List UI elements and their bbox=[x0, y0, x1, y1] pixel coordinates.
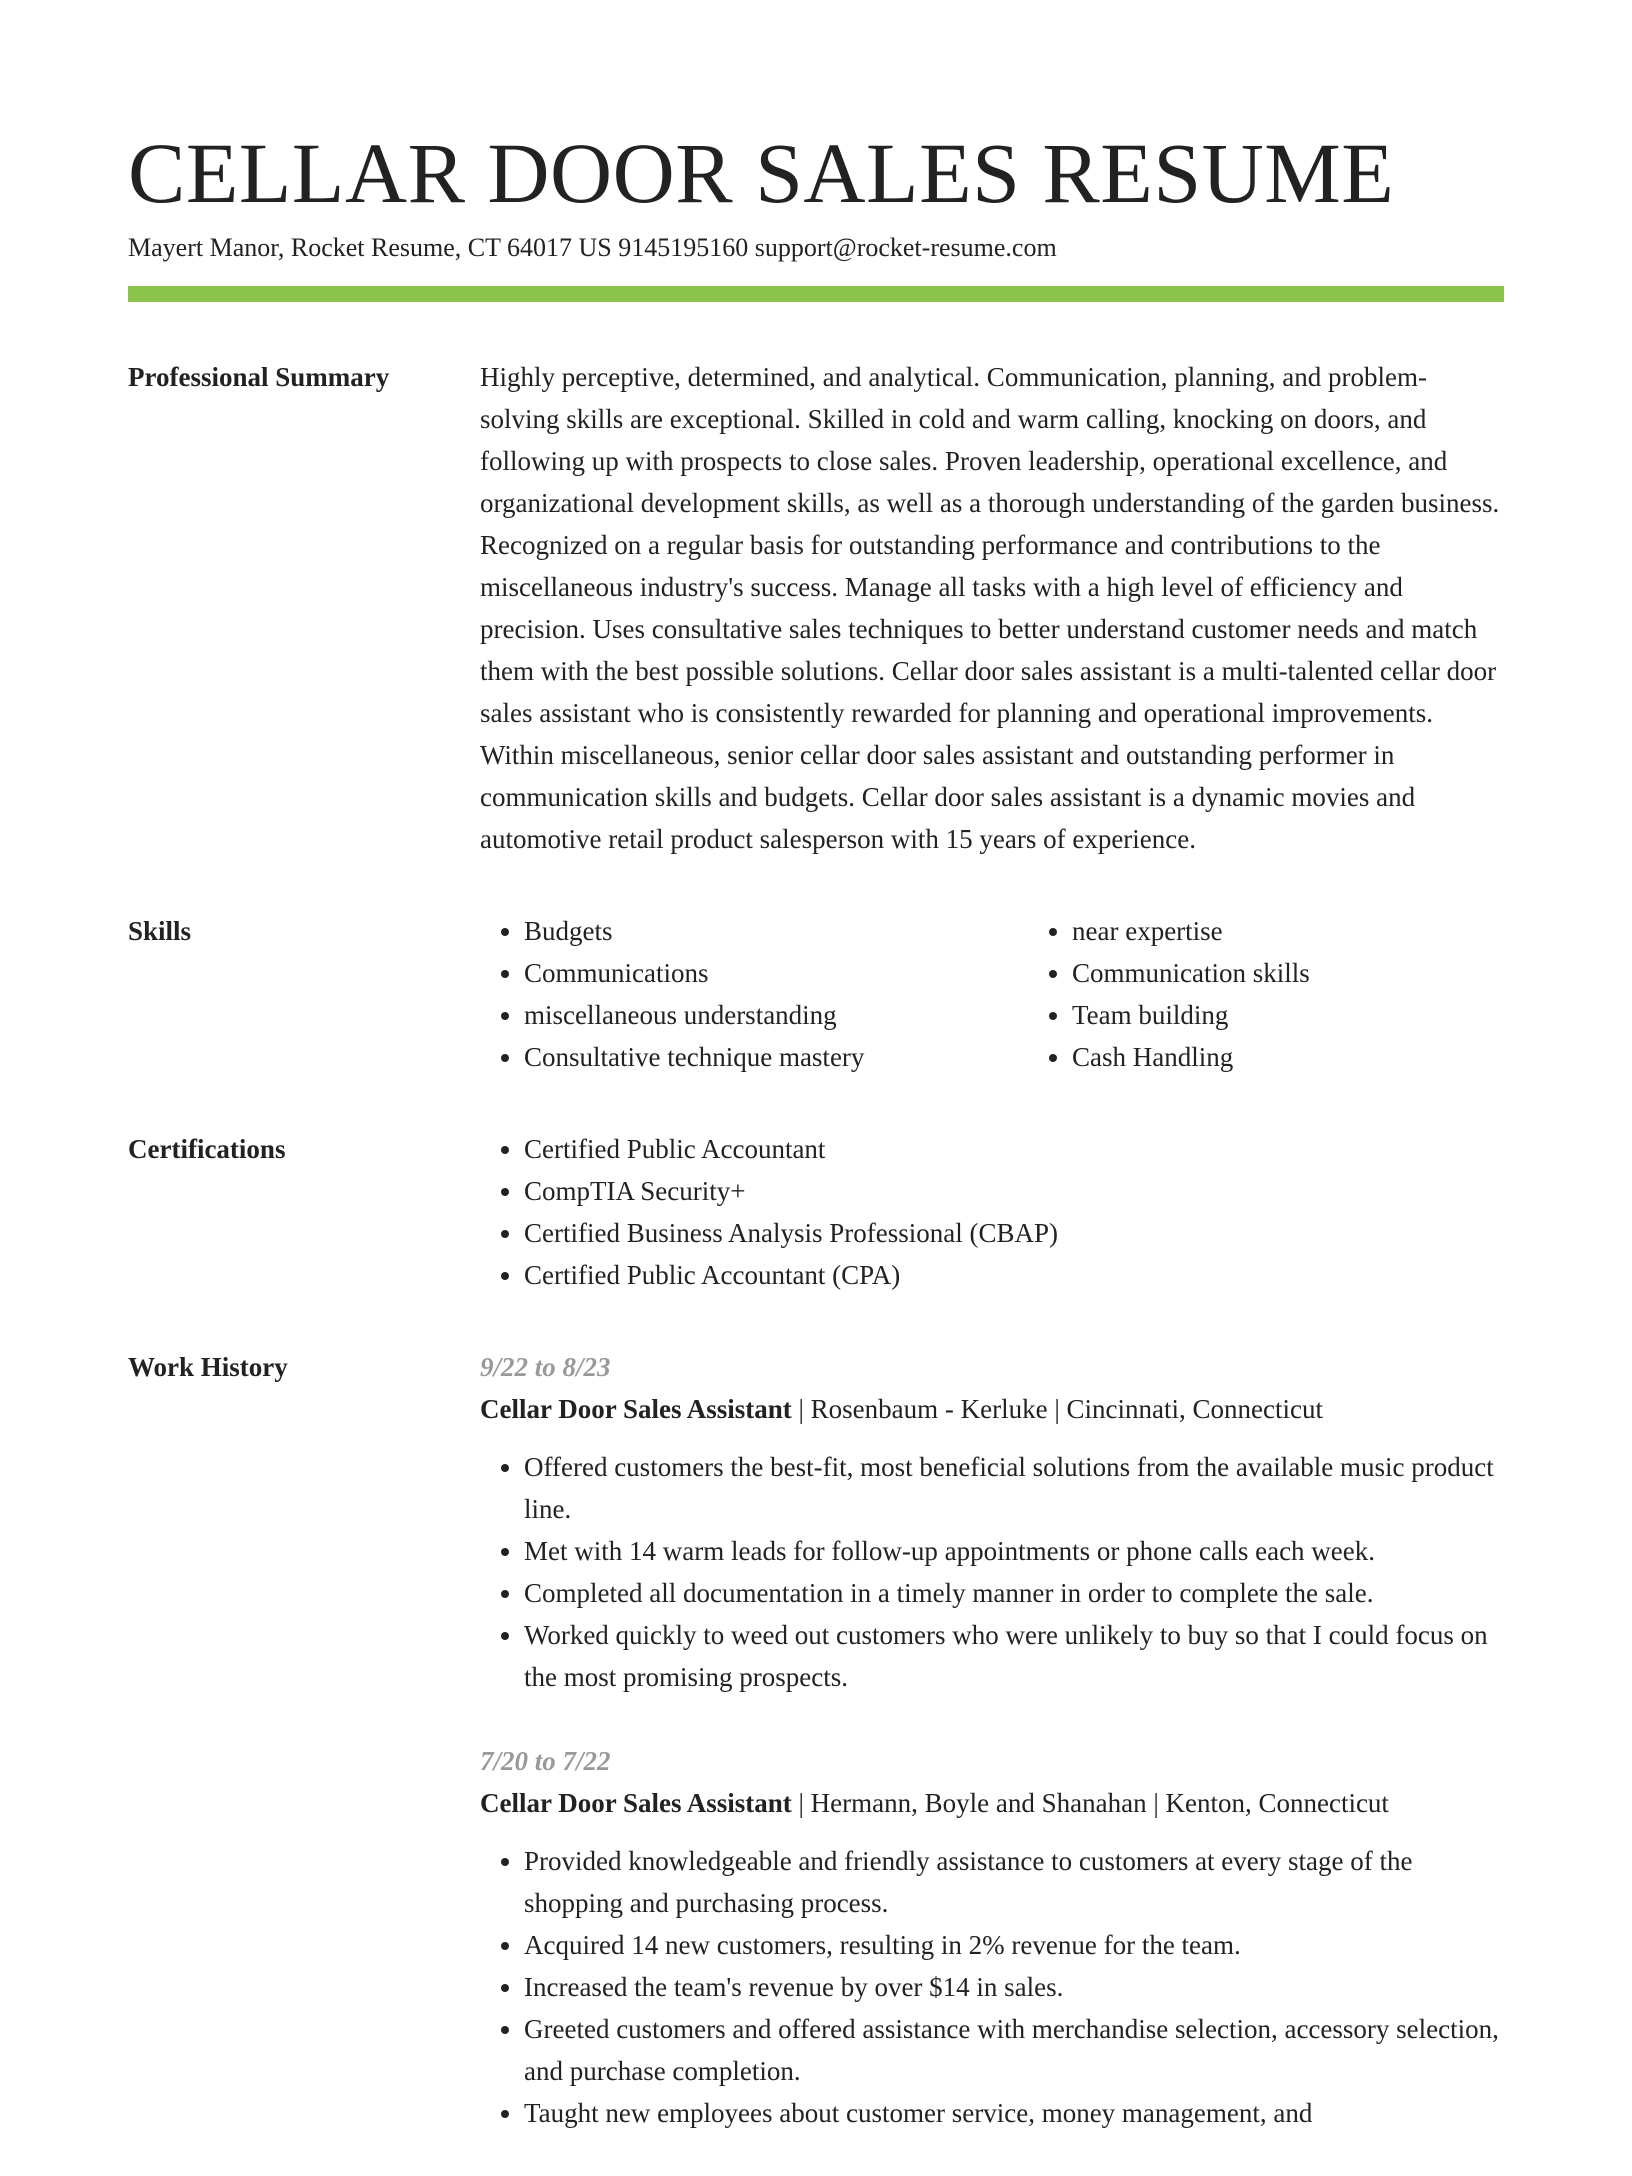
skill-item: • miscellaneous understanding bbox=[524, 994, 1028, 1036]
work-history-body bbox=[480, 1346, 1504, 2176]
skill-item: • Communication skills bbox=[1072, 952, 1576, 994]
job-duty: • Offered customers the best-fit, most beneficial solutions from the available music product line. bbox=[524, 1446, 1504, 1530]
certifications-list bbox=[480, 1128, 1504, 1296]
skill-item: • Consultative technique mastery bbox=[524, 1036, 1028, 1078]
job-duty: • Completed all documentation in a timely manner in order to complete the sale. bbox=[524, 1572, 1504, 1614]
accent-divider bbox=[128, 286, 1504, 302]
section-label-summary: Professional Summary bbox=[128, 362, 390, 392]
skill-item: • Budgets bbox=[524, 910, 1028, 952]
section-label-certifications: Certifications bbox=[128, 1134, 286, 1164]
job-employer-location: | Rosenbaum - Kerluke | Cincinnati, Connecticut bbox=[791, 1394, 1323, 1424]
certifications-body bbox=[480, 1128, 1504, 1296]
skills-body bbox=[480, 910, 1576, 1078]
certification-item: • Certified Public Accountant bbox=[524, 1128, 1504, 1170]
summary-text: Highly perceptive, determined, and analytical. Communication, planning, and problem-solving skills are exceptional. Skilled in cold and warm calling, knocking on doors, and following up with prospects to close sales. Proven leadership, operational excellence, and organizational development skills, as well as a thorough understanding of the garden business. Recognized on a regular basis for outstanding performance and contributions to the miscellaneous industry's success. Manage all tasks with a high level of efficiency and precision. Uses consultative sales techniques to better understand customer needs and match them with the best possible solutions. Cellar door sales assistant is a multi-talented cellar door sales assistant who is consistently rewarded for planning and operational improvements. Within miscellaneous, senior cellar door sales assistant and outstanding performer in communication skills and budgets. Cellar door sales assistant is a dynamic movies and automotive retail product salesperson with 15 years of experience. bbox=[480, 362, 1500, 854]
job-entry bbox=[480, 1740, 1504, 2134]
job-duty: • Acquired 14 new customers, resulting in 2% revenue for the team. bbox=[524, 1924, 1504, 1966]
work-history-section bbox=[128, 1346, 1504, 2176]
job-heading bbox=[480, 1782, 1504, 1824]
job-duty: • Provided knowledgeable and friendly assistance to customers at every stage of the shopping and purchasing process. bbox=[524, 1840, 1504, 1924]
resume-page bbox=[128, 0, 1504, 2176]
skills-column-1 bbox=[480, 910, 1028, 1078]
skills-section bbox=[128, 910, 1504, 1078]
job-entry bbox=[480, 1346, 1504, 1698]
job-dates: 9/22 to 8/23 bbox=[480, 1352, 611, 1382]
certification-item: • Certified Public Accountant (CPA) bbox=[524, 1254, 1504, 1296]
job-duties-list bbox=[480, 1840, 1504, 2134]
job-duty: • Greeted customers and offered assistance with merchandise selection, accessory selection, and purchase completion. bbox=[524, 2008, 1504, 2092]
section-label-work-history: Work History bbox=[128, 1352, 288, 1382]
job-dates: 7/20 to 7/22 bbox=[480, 1746, 611, 1776]
skill-item: • Communications bbox=[524, 952, 1028, 994]
job-employer-location: | Hermann, Boyle and Shanahan | Kenton, Connecticut bbox=[791, 1788, 1389, 1818]
skill-item: • Team building bbox=[1072, 994, 1576, 1036]
job-duty: • Worked quickly to weed out customers who were unlikely to buy so that I could focus on the most promising prospects. bbox=[524, 1614, 1504, 1698]
job-title: Cellar Door Sales Assistant bbox=[480, 1394, 792, 1424]
contact-line: Mayert Manor, Rocket Resume, CT 64017 US 9145195160 support@rocket-resume.com bbox=[128, 233, 1057, 262]
skill-item: • near expertise bbox=[1072, 910, 1576, 952]
skill-item: • Cash Handling bbox=[1072, 1036, 1576, 1078]
resume-title: CELLAR DOOR SALES RESUME bbox=[128, 125, 1395, 221]
skills-column-2 bbox=[1028, 910, 1576, 1078]
summary-body bbox=[480, 356, 1504, 860]
summary-section bbox=[128, 356, 1504, 860]
job-duties-list bbox=[480, 1446, 1504, 1698]
job-title: Cellar Door Sales Assistant bbox=[480, 1788, 792, 1818]
section-label-skills: Skills bbox=[128, 916, 192, 946]
job-heading bbox=[480, 1388, 1504, 1430]
certifications-section bbox=[128, 1128, 1504, 1296]
job-duty: • Increased the team's revenue by over $14 in sales. bbox=[524, 1966, 1504, 2008]
job-duty: • Met with 14 warm leads for follow-up appointments or phone calls each week. bbox=[524, 1530, 1504, 1572]
job-duty: • Taught new employees about customer service, money management, and bbox=[524, 2092, 1504, 2134]
certification-item: • CompTIA Security+ bbox=[524, 1170, 1504, 1212]
certification-item: • Certified Business Analysis Professional (CBAP) bbox=[524, 1212, 1504, 1254]
